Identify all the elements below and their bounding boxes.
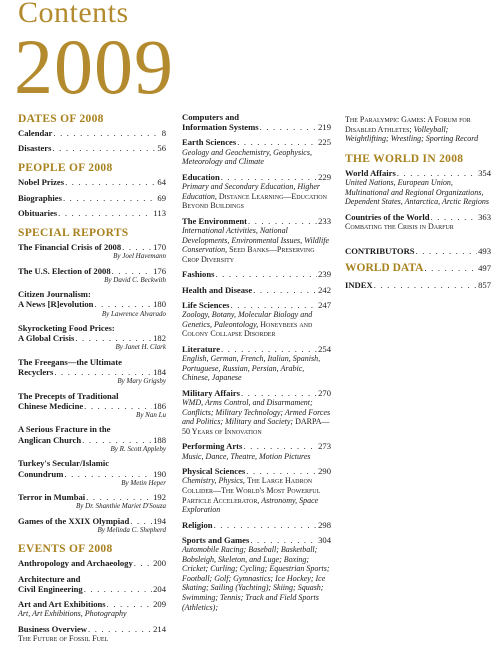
author-line: By David C. Beckwith (104, 275, 166, 284)
toc-entry-calendar[interactable]: Calendar . . . 8 (18, 128, 166, 138)
toc-entry-olympiad[interactable]: Games of the XXIX Olympiad . . . 194 By Melinda C. Shepherd (18, 516, 166, 535)
toc-entry-physical-sciences[interactable]: Physical Sciences . . . 290 Chemistry, Physics, The Large Hadron Collider—The World's Most Powerful Particle Accelerator, Astronomy, Space Exploration (182, 466, 331, 515)
section-title-people: PEOPLE OF 2008 (18, 162, 113, 175)
section-title-events: EVENTS OF 2008 (18, 543, 113, 556)
toc-entry-election[interactable]: The U.S. Election of 2008 . . . 176 By David C. Beckwith (18, 266, 166, 285)
toc-entry-art[interactable]: Art and Art Exhibitions . . . 209 Art, Art Exhibitions, Photography (18, 599, 166, 619)
toc-entry-countries[interactable]: Countries of the World . . . 363 Combating the Crisis in Darfur (345, 212, 491, 232)
toc-entry-life-sciences[interactable]: Life Sciences . . . 247 Zoology, Botany, Molecular Biology and Genetics, Paleontology, Honeybees and Colony Collapse Disorder (182, 300, 331, 339)
toc-entry-earth-sciences[interactable]: Earth Sciences . . . 225 Geology and Geochemistry, Geophysics, Meteorology and Climate (182, 137, 331, 166)
author-line: By Joel Havemann (113, 252, 166, 261)
year-heading: 2009 (14, 23, 174, 110)
toc-entry-education[interactable]: Education . . . 229 Primary and Secondary Education, Higher Education, Distance Learning—Education Beyond Buildings (182, 172, 331, 211)
toc-entry-world-affairs[interactable]: World Affairs . . . 354 United Nations, European Union, Multinational and Regional Organizations, Dependent States, Antarctica, Arctic Regions (345, 168, 491, 207)
toc-column-1 (18, 112, 166, 644)
toc-entry-index[interactable]: INDEX . . . 857 (345, 280, 491, 290)
toc-entry-religion[interactable]: Religion . . . 298 (182, 520, 331, 530)
author-line: By Lawrence Alvarado (101, 309, 166, 318)
toc-entry-sports[interactable]: Sports and Games . . . 304 Automobile Racing; Baseball; Basketball; Bobsleigh, Skeleton, and Luge; Boxing; Cricket; Curling; Cycling; Equestrian Sports; Football; Golf; Gymnastics; Ice Hockey; Ice Skating; Sailing (Yachting); Skiing; Squash; Swimming; Tennis; Track and Field Sports (Athletics); (182, 535, 331, 612)
toc-entry-business[interactable]: Business Overview . . . 214 The Future of Fossil Fuel (18, 624, 166, 644)
contents-heading: Contents (18, 0, 129, 29)
toc-entry-military[interactable]: Military Affairs . . . 270 WMD, Arms Control, and Disarmament; Conflicts; Military Technology; Armed Forces and Politics; Military and Society; DARPA—50 Years of Innovation (182, 388, 331, 437)
section-title-dates: DATES OF 2008 (18, 113, 104, 125)
toc-entry-biographies[interactable]: Biographies . . . 69 (18, 193, 166, 203)
author-line: By Metin Heper (121, 478, 166, 487)
sports-continuation: The Paralympic Games: A Forum for Disabled Athletes; Volleyball; Weightlifting; Wrestling; Sporting Record (345, 115, 479, 144)
toc-column-2 (182, 112, 331, 612)
toc-entry-food[interactable]: Skyrocketing Food Prices: A Global Crisis . . . 182 By Janet H. Clark (18, 323, 166, 352)
section-title-world: THE WORLD IN 2008 (345, 152, 464, 165)
toc-entry-obituaries[interactable]: Obituaries . . . 113 (18, 208, 166, 218)
toc-entry-performing-arts[interactable]: Performing Arts . . . 273 Music, Dance, Theatre, Motion Pictures (182, 441, 331, 461)
toc-entry-world-data[interactable]: WORLD DATA . . . 497 (345, 262, 491, 274)
toc-column-3 (345, 112, 491, 290)
author-line: By Janet H. Clark (115, 343, 166, 352)
toc-entry-precepts[interactable]: The Precepts of Traditional Chinese Medicine . . . 186 By Nan Lu (18, 391, 166, 420)
toc-entry-financial[interactable]: The Financial Crisis of 2008 . . . 170 By Joel Havemann (18, 242, 166, 261)
toc-entry-environment[interactable]: The Environment . . . 233 International Activities, National Developments, Environmental Issues, Wildlife Conservation, Seed Banks—Preserving Crop Diversity (182, 216, 331, 265)
toc-entry-anthropology[interactable]: Anthropology and Archaeology . . . 200 (18, 558, 166, 568)
toc-entry-fashions[interactable]: Fashions . . . 239 (182, 269, 331, 279)
toc-entry-architecture[interactable]: Architecture and Civil Engineering . . . 204 (18, 574, 166, 594)
toc-entry-mumbai[interactable]: Terror in Mumbai . . . 192 By Dr. Shanthie Mariet D'Souza (18, 492, 166, 511)
toc-entry-computers[interactable]: Computers and Information Systems . . . 219 (182, 112, 331, 132)
author-line: By Nan Lu (136, 411, 166, 420)
toc-entry-disasters[interactable]: Disasters . . . 56 (18, 143, 166, 153)
toc-entry-health[interactable]: Health and Disease . . . 242 (182, 285, 331, 295)
toc-entry-fracture[interactable]: A Serious Fracture in the Anglican Church . . . 188 By R. Scott Appleby (18, 424, 166, 453)
toc-entry-nobel[interactable]: Nobel Prizes . . . 64 (18, 177, 166, 187)
author-line: By Mary Grigsby (117, 377, 166, 386)
toc-entry-freegans[interactable]: The Freegans—the Ultimate Recyclers . . . 184 By Mary Grigsby (18, 357, 166, 386)
author-line: By Dr. Shanthie Mariet D'Souza (76, 502, 166, 511)
section-title-special: SPECIAL REPORTS (18, 227, 129, 240)
author-line: By Melinda C. Shepherd (97, 525, 166, 534)
author-line: By R. Scott Appleby (110, 444, 166, 453)
toc-entry-literature[interactable]: Literature . . . 254 English, German, French, Italian, Spanish, Portuguese, Russian, Persian, Arabic, Chinese, Japanese (182, 344, 331, 383)
toc-entry-turkey[interactable]: Turkey's Secular/Islamic Conundrum . . . 190 By Metin Heper (18, 458, 166, 487)
toc-entry-contributors[interactable]: CONTRIBUTORS . . . 493 (345, 246, 491, 256)
toc-entry-citizen[interactable]: Citizen Journalism: A News [R]evolution . . . 180 By Lawrence Alvarado (18, 289, 166, 318)
